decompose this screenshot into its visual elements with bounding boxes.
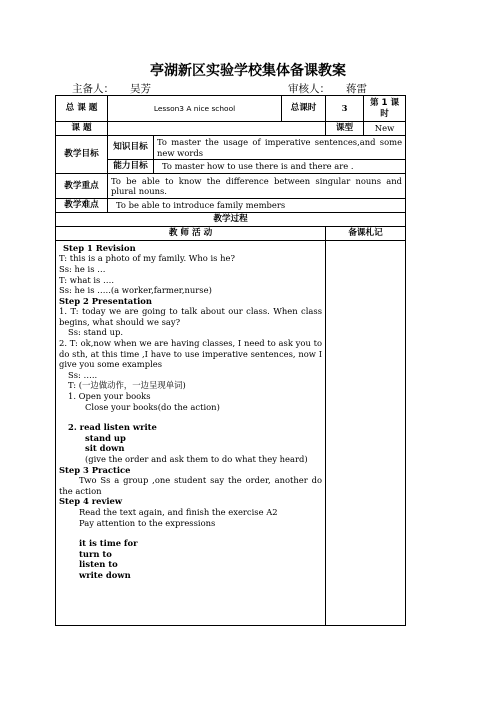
preparer-name: 吴芳 (130, 83, 151, 95)
content-line: it is time for (79, 538, 138, 549)
key-point-row (56, 174, 406, 199)
notes-content (326, 240, 406, 625)
content-line: Two Ss a group ,one student say the order, another do the action (59, 475, 323, 496)
reviewer-line (288, 81, 367, 96)
content-line: T: what is …. (59, 274, 115, 285)
difficulty-text: To be able to introduce family members (108, 199, 406, 213)
content-line: 1. T: today we are going to talk about our class. When class begins, what should we say? (59, 306, 323, 327)
content-line: sit down (85, 443, 125, 454)
period-value: 第 1 课时 (364, 96, 406, 122)
lesson-value (108, 122, 326, 136)
lesson-plan-table (55, 95, 406, 626)
lesson-label: 课 题 (56, 122, 108, 136)
process-header-row (56, 213, 406, 227)
difficulty-row (56, 199, 406, 213)
type-value: New (364, 122, 406, 136)
topic-label: 总 课 题 (56, 96, 108, 122)
content-line: listen to (79, 559, 118, 570)
content-line: turn to (79, 548, 112, 559)
content-line: Pay attention to the expressions (79, 517, 216, 528)
topic-row (56, 96, 406, 122)
process-label: 教学过程 (56, 213, 406, 227)
content-line: Ss: he is …..(a worker,farmer,nurse) (59, 285, 212, 296)
content-line: 2. read listen write (68, 422, 157, 433)
total-hours-label: 总课时 (282, 96, 326, 122)
notes-label: 备课札记 (326, 227, 406, 241)
knowledge-goal-row (56, 136, 406, 160)
ability-goal-label: 能力目标 (108, 160, 154, 174)
content-line: Ss: stand up. (68, 327, 124, 338)
step-heading: Step 3 Practice (59, 464, 131, 475)
teacher-activity-label: 教 师 活 动 (56, 227, 326, 241)
key-point-label: 教学重点 (56, 174, 108, 199)
process-body-row (56, 240, 406, 625)
content-line: Ss: ….. (68, 369, 98, 380)
content-line: Close your books(do the action) (85, 401, 220, 412)
teacher-activity-content (56, 240, 326, 625)
knowledge-goal-text: To master the usage of imperative sentences,and some new words (154, 136, 406, 160)
content-line: stand up (85, 432, 126, 443)
content-line: (give the order and ask them to do what they heard) (85, 454, 308, 465)
ability-goal-row (56, 160, 406, 174)
topic-value: Lesson3 A nice school (108, 96, 282, 122)
content-line: write down (79, 569, 131, 580)
ability-goal-text: To master how to use there is and there are . (154, 160, 406, 174)
document-title: 亭湖新区实验学校集体备课教案 (150, 63, 346, 79)
type-label: 课型 (326, 122, 364, 136)
content-line: 2. T: ok,now when we are having classes, I need to ask you to do sth, at this time ,I have to use imperative sentences, now I give you some examples (59, 338, 323, 370)
goals-label: 教学目标 (56, 136, 108, 174)
reviewer-label: 审核人： (288, 83, 330, 95)
content-line: T: this is a photo of my family. Who is he? (59, 253, 235, 264)
step-heading: Step 4 review (59, 496, 123, 507)
column-header-row (56, 227, 406, 241)
preparer-label: 主备人： (72, 83, 114, 95)
content-line: 1. Open your books (68, 391, 151, 402)
key-point-text: To be able to know the difference between singular nouns and plural nouns. (108, 174, 406, 199)
content-line: T: (一边做动作，一边呈现单词) (68, 380, 186, 391)
content-line: Read the text again, and finish the exercise A2 (79, 506, 278, 517)
knowledge-goal-label: 知识目标 (108, 136, 154, 160)
step-heading: Step 1 Revision (63, 242, 136, 253)
lesson-row (56, 122, 406, 136)
difficulty-label: 教学难点 (56, 199, 108, 213)
preparer-line (72, 81, 151, 96)
reviewer-name: 蒋雷 (346, 83, 367, 95)
step-heading: Step 2 Presentation (59, 295, 152, 306)
content-line: Ss: he is … (59, 263, 106, 274)
total-hours-value: 3 (326, 96, 364, 122)
